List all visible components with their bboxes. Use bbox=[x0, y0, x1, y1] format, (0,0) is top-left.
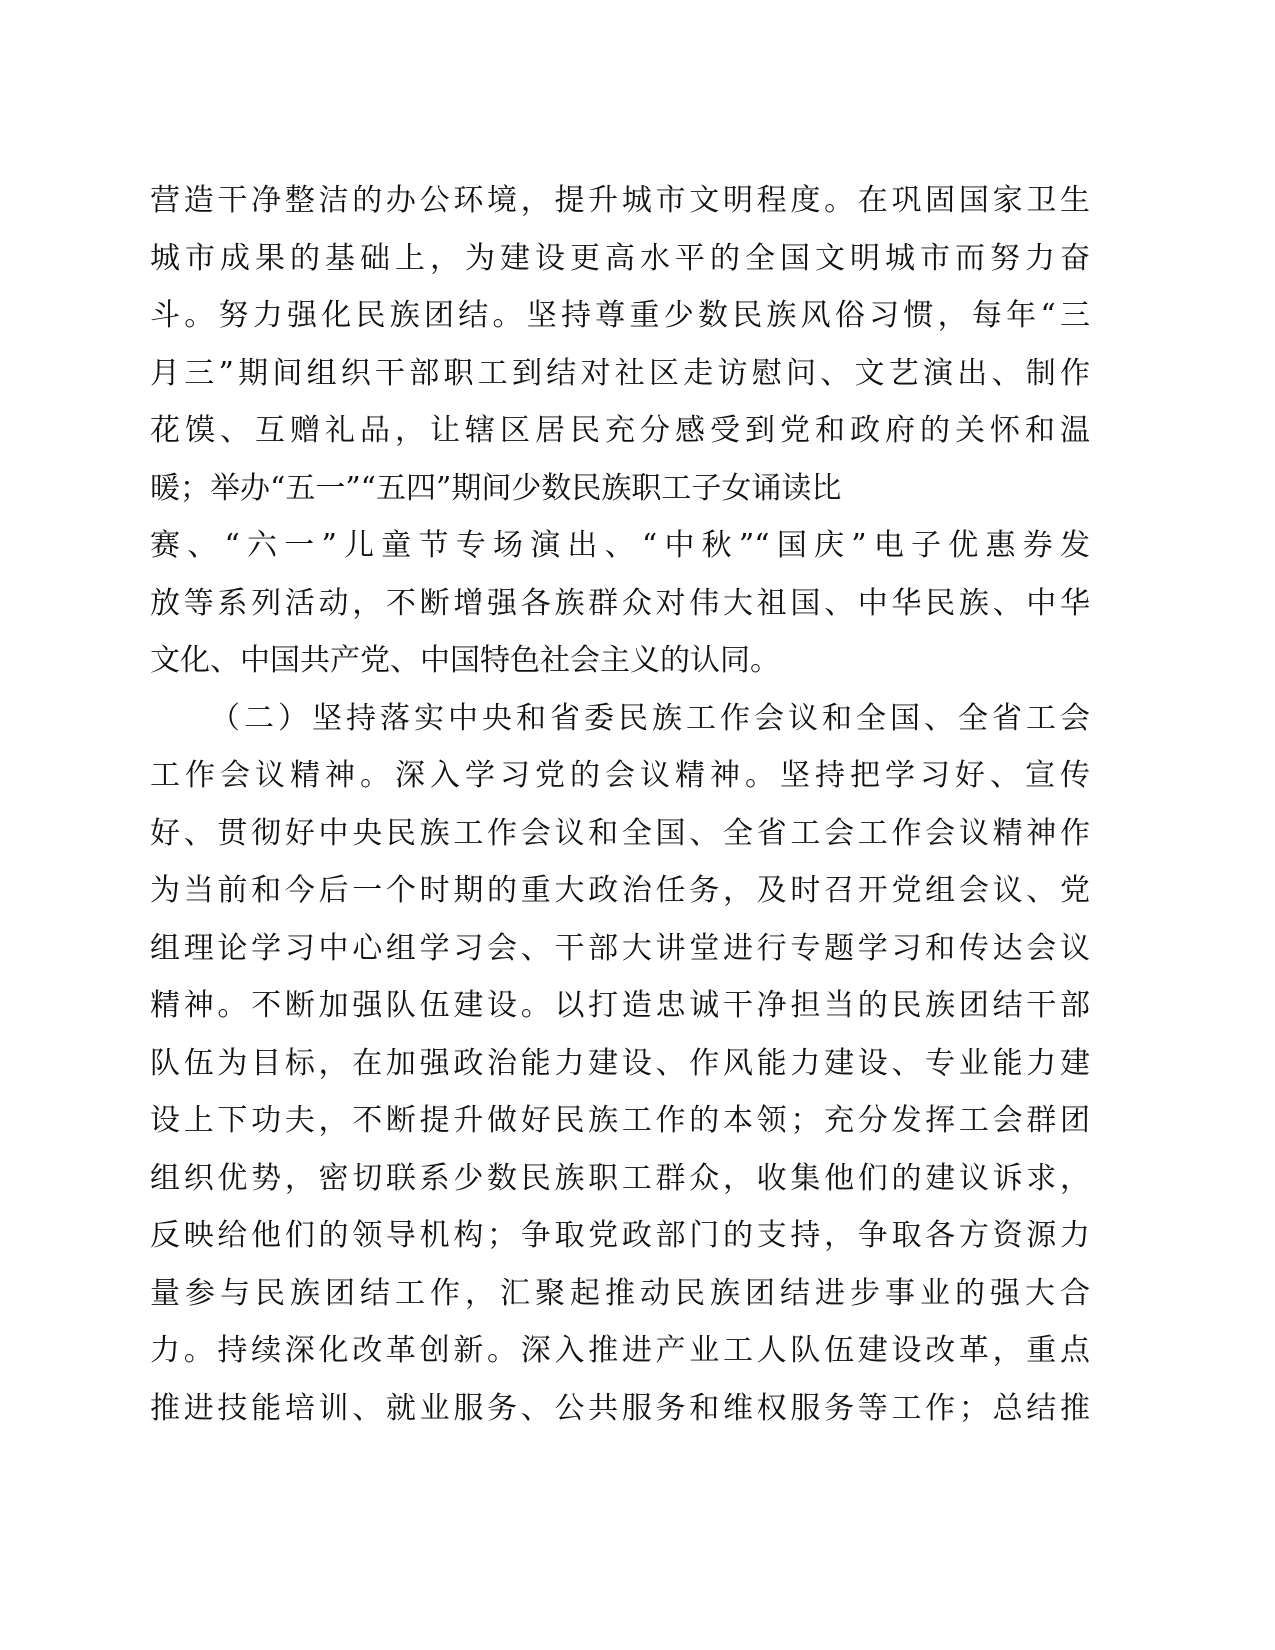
text-line: 组织优势，密切联系少数民族职工群众，收集他们的建议诉求， bbox=[150, 1160, 1090, 1196]
text-line: 力。持续深化改革创新。深入推进产业工人队伍建设改革，重点 bbox=[150, 1333, 1090, 1368]
text-line: 精神。不断加强队伍建设。以打造忠诚干净担当的民族团结干部 bbox=[150, 988, 1090, 1023]
text-line: 斗。努力强化民族团结。坚持尊重少数民族风俗习惯，每年“三 bbox=[150, 298, 1090, 333]
text-line: 放等系列活动，不断增强各族群众对伟大祖国、中华民族、中华 bbox=[150, 585, 1090, 621]
text-line: 为当前和今后一个时期的重大政治任务，及时召开党组会议、党 bbox=[150, 873, 1090, 908]
text-line: 赛、“六一”儿童节专场演出、“中秋”“国庆”电子优惠券发 bbox=[150, 528, 1090, 563]
document-body bbox=[150, 172, 1090, 1437]
text-line: 花馍、互赠礼品，让辖区居民充分感受到党和政府的关怀和温 bbox=[150, 413, 1090, 448]
text-line: 文化、中国共产党、中国特色社会主义的认同。 bbox=[150, 643, 780, 678]
text-line: 组理论学习中心组学习会、干部大讲堂进行专题学习和传达会议 bbox=[150, 930, 1090, 966]
text-line: 队伍为目标，在加强政治能力建设、作风能力建设、专业能力建 bbox=[150, 1045, 1090, 1081]
text-line: 城市成果的基础上，为建设更高水平的全国文明城市而努力奋 bbox=[150, 240, 1090, 276]
text-line: 量参与民族团结工作，汇聚起推动民族团结进步事业的强大合 bbox=[150, 1275, 1090, 1311]
text-line: 推进技能培训、就业服务、公共服务和维权服务等工作；总结推 bbox=[150, 1390, 1090, 1426]
text-line: 工作会议精神。深入学习党的会议精神。坚持把学习好、宣传 bbox=[150, 758, 1090, 793]
text-line: 暖；举办“五一”“五四”期间少数民族职工子女诵读比 bbox=[150, 470, 842, 506]
text-line: 设上下功夫，不断提升做好民族工作的本领；充分发挥工会群团 bbox=[150, 1103, 1090, 1138]
text-line: 好、贯彻好中央民族工作会议和全国、全省工会工作会议精神作 bbox=[150, 815, 1090, 851]
text-line: 反映给他们的领导机构；争取党政部门的支持，争取各方资源力 bbox=[150, 1218, 1090, 1253]
text-line: 月三”期间组织干部职工到结对社区走访慰问、文艺演出、制作 bbox=[150, 355, 1090, 391]
text-line: 营造干净整洁的办公环境，提升城市文明程度。在巩固国家卫生 bbox=[150, 183, 1090, 218]
section-heading-line: （二）坚持落实中央和省委民族工作会议和全国、全省工会 bbox=[210, 700, 1090, 736]
